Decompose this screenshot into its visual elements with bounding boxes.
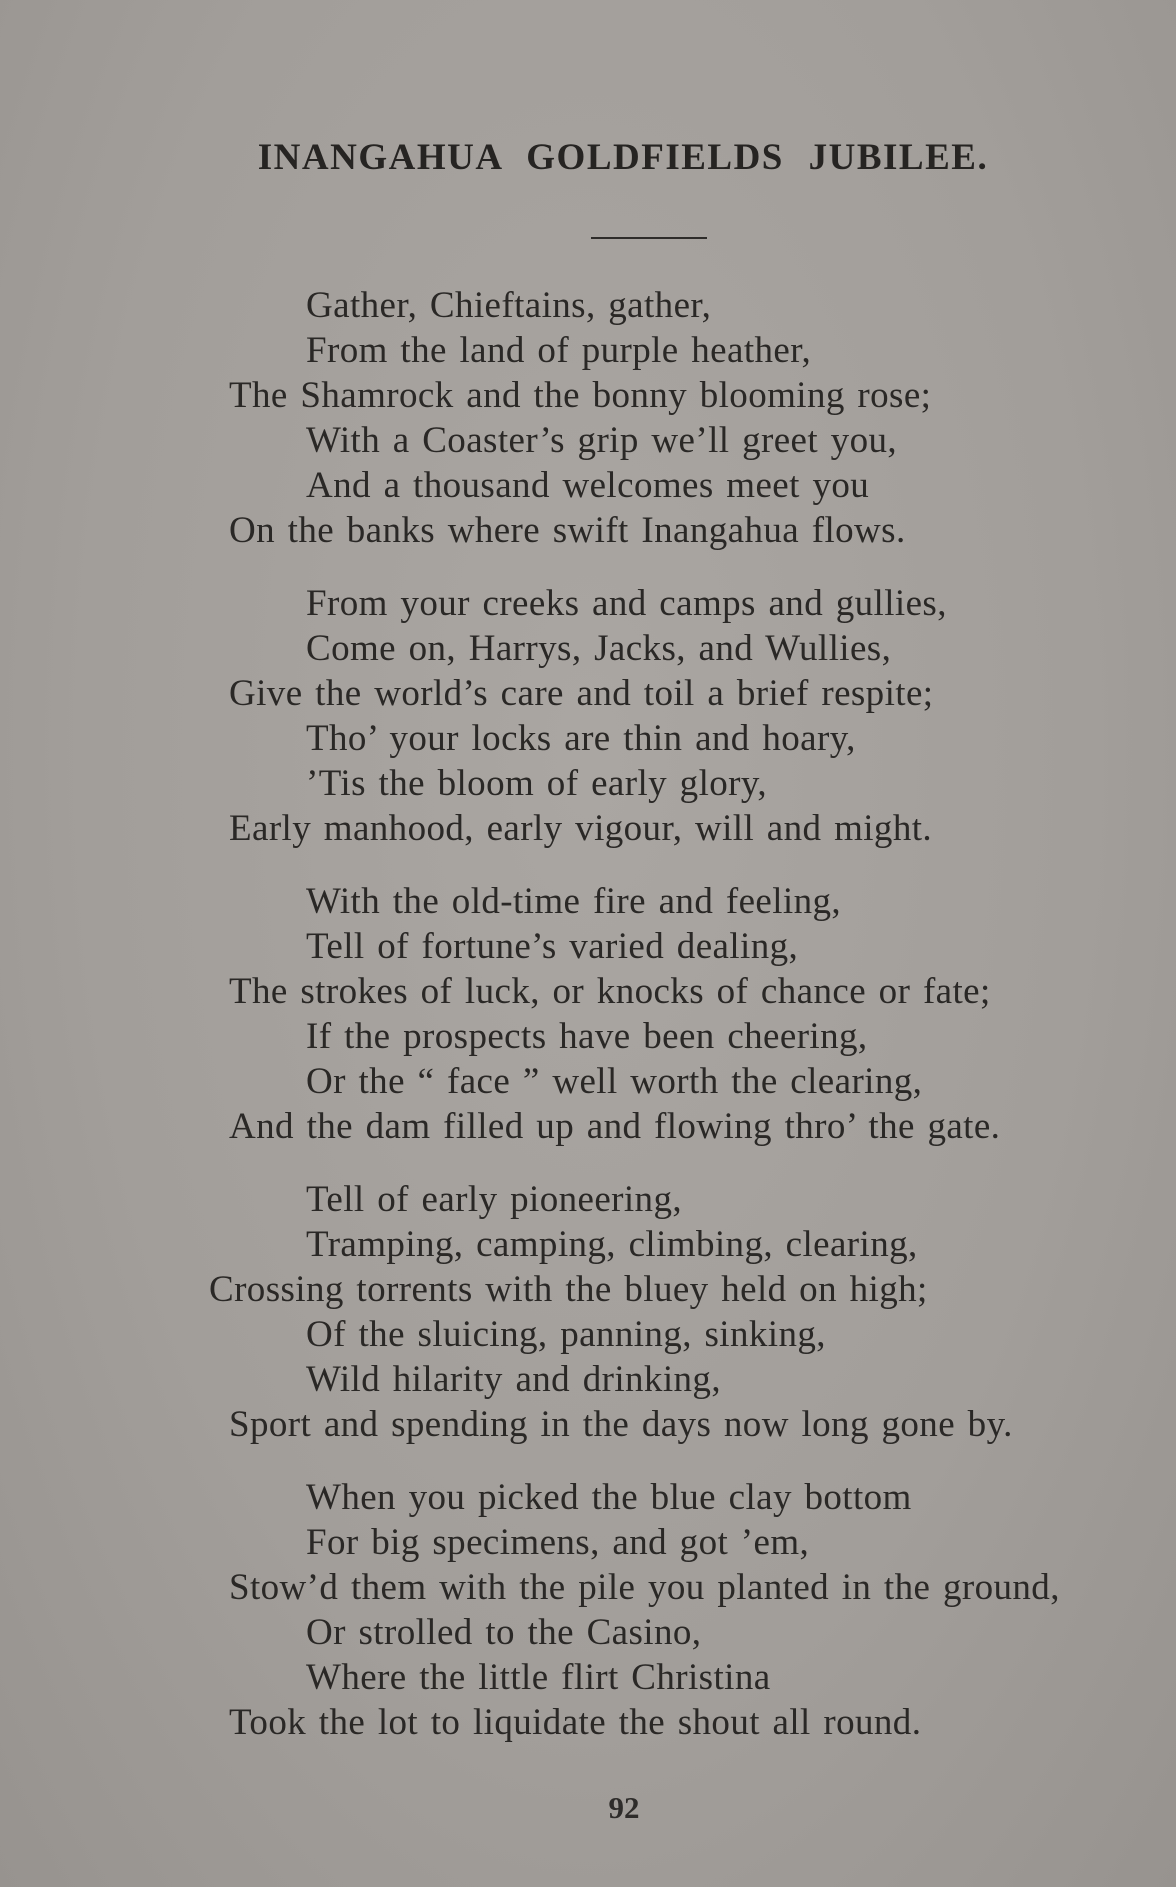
poem-line: Where the little flirt Christina [306, 1657, 771, 1698]
poem-line: With the old-time fire and feeling, [306, 881, 842, 922]
poem-line: And a thousand welcomes meet you [306, 465, 870, 506]
poem-line: Of the sluicing, panning, sinking, [306, 1314, 826, 1355]
stanza-1 [0, 283, 1176, 553]
poem-line: ’Tis the bloom of early glory, [306, 763, 768, 804]
stanza-2 [0, 581, 1176, 851]
poem-line: From the land of purple heather, [306, 330, 812, 371]
poem-line: Wild hilarity and drinking, [306, 1359, 721, 1400]
stanza-3 [0, 879, 1176, 1149]
poem-line: Early manhood, early vigour, will and might. [229, 808, 933, 849]
stanza-5 [0, 1475, 1176, 1745]
poem-line: The Shamrock and the bonny blooming rose; [229, 375, 932, 416]
poem-line: Crossing torrents with the bluey held on high; [209, 1269, 928, 1310]
page-title: INANGAHUA GOLDFIELDS JUBILEE. [257, 137, 989, 178]
poem-line: Stow’d them with the pile you planted in the ground, [229, 1567, 1060, 1608]
title-divider [591, 237, 707, 239]
poem-line: Or the “ face ” well worth the clearing, [306, 1061, 923, 1102]
poem-line: Sport and spending in the days now long gone by. [229, 1404, 1013, 1445]
poem-line: When you picked the blue clay bottom [306, 1477, 912, 1518]
poem-line: If the prospects have been cheering, [306, 1016, 868, 1057]
poem-line: Or strolled to the Casino, [306, 1612, 702, 1653]
poem-line: Gather, Chieftains, gather, [306, 285, 712, 326]
poem-line: Took the lot to liquidate the shout all round. [229, 1702, 922, 1743]
poem-line: Tramping, camping, climbing, clearing, [306, 1224, 918, 1265]
page-number: 92 [608, 1790, 640, 1825]
poem [0, 283, 1176, 1773]
poem-line: Tell of fortune’s varied dealing, [306, 926, 799, 967]
poem-line: Tho’ your locks are thin and hoary, [306, 718, 856, 759]
poem-line: For big specimens, and got ’em, [306, 1522, 810, 1563]
poem-line: From your creeks and camps and gullies, [306, 583, 947, 624]
stanza-4 [0, 1177, 1176, 1447]
poem-line: Give the world’s care and toil a brief respite; [229, 673, 934, 714]
poem-line: Tell of early pioneering, [306, 1179, 682, 1220]
poem-line: And the dam filled up and flowing thro’ the gate. [229, 1106, 1001, 1147]
poem-line: On the banks where swift Inangahua flows. [229, 510, 906, 551]
poem-line: With a Coaster’s grip we’ll greet you, [306, 420, 898, 461]
poem-line: Come on, Harrys, Jacks, and Wullies, [306, 628, 892, 669]
poem-line: The strokes of luck, or knocks of chance or fate; [229, 971, 991, 1012]
